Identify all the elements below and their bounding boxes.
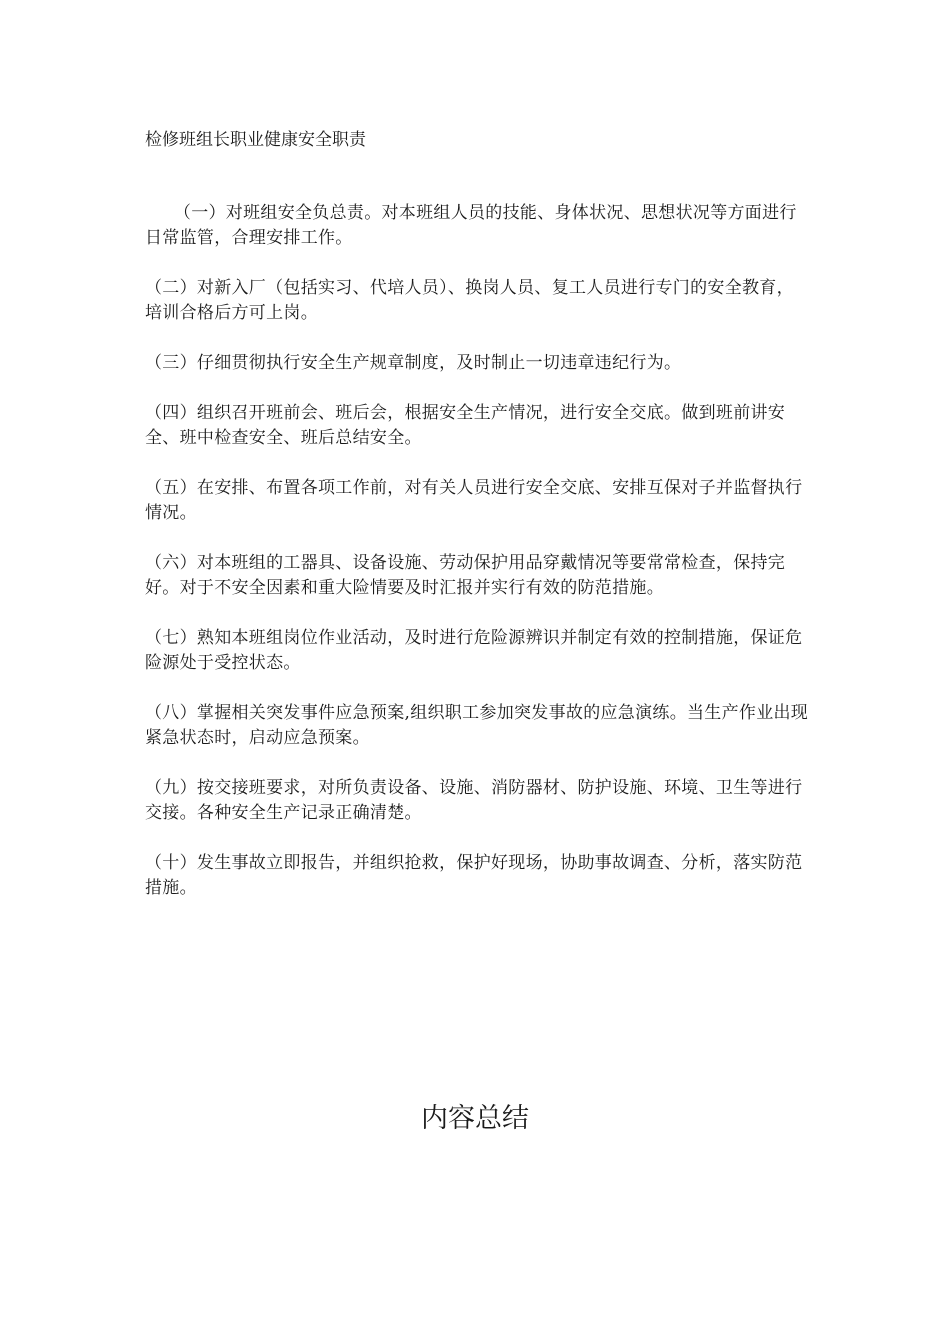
duty-item-8: （八）掌握相关突发事件应急预案,组织职工参加突发事故的应急演练。当生产作业出现紧急状态时，启动应急预案。	[145, 703, 809, 748]
duty-item-5: （五）在安排、布置各项工作前，对有关人员进行安全交底、安排互保对子并监督执行情况。	[145, 478, 803, 523]
duty-item-9: （九）按交接班要求，对所负责设备、设施、消防器材、防护设施、环境、卫生等进行交接。各种安全生产记录正确清楚。	[145, 778, 803, 823]
duty-item-10: （十）发生事故立即报告，并组织抢救，保护好现场，协助事故调查、分析，落实防范措施。	[145, 853, 803, 898]
duty-item-3: （三）仔细贯彻执行安全生产规章制度，及时制止一切违章违纪行为。	[145, 353, 682, 373]
duty-item-7: （七）熟知本班组岗位作业活动，及时进行危险源辨识并制定有效的控制措施，保证危险源处于受控状态。	[145, 628, 803, 673]
duty-item-2: （二）对新入厂（包括实习、代培人员）、换岗人员、复工人员进行专门的安全教育，培训合格后方可上岗。	[145, 278, 794, 323]
summary-heading: 内容总结	[421, 1103, 529, 1134]
duty-item-6: （六）对本班组的工器具、设备设施、劳动保护用品穿戴情况等要常常检查，保持完好。对于不安全因素和重大险情要及时汇报并实行有效的防范措施。	[145, 553, 786, 598]
duty-item-4: （四）组织召开班前会、班后会，根据安全生产情况，进行安全交底。做到班前讲安全、班中检查安全、班后总结安全。	[145, 403, 786, 448]
document-title: 检修班组长职业健康安全职责	[145, 130, 366, 150]
duty-item-1: （一）对班组安全负总责。对本班组人员的技能、身体状况、思想状况等方面进行日常监管，合理安排工作。	[145, 203, 797, 248]
duty-list	[145, 201, 810, 926]
